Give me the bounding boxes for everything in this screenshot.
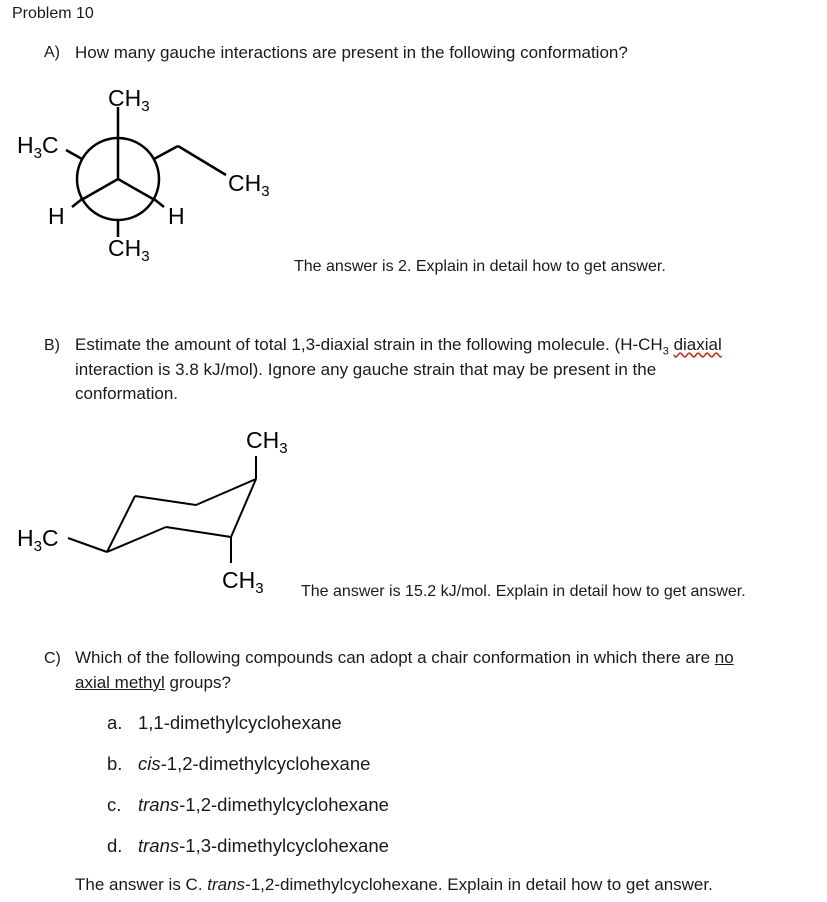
part-c-question-line1: Which of the following compounds can adopt a chair conformation in which there are no (75, 648, 734, 667)
part-a-answer-note: The answer is 2. Explain in detail how to get answer. (294, 258, 666, 275)
chair-equatorial-left (68, 538, 107, 552)
option-b: b. cis-1,2-dimethylcyclohexane (107, 753, 371, 774)
option-letter: d. (107, 835, 123, 856)
newman-h3c-left: $H_3C$ (17, 132, 59, 162)
newman-ch3-right: $CH_3$ (228, 170, 270, 200)
part-c-question-line2: axial methyl groups? (75, 673, 231, 692)
part-c-label: C) (44, 650, 61, 667)
newman-h-right: H (168, 203, 185, 229)
newman-projection (66, 107, 226, 237)
chair-h3c-left: $H_3C$ (17, 525, 59, 555)
chair-bond-2 (135, 496, 196, 505)
newman-bond-front-right (118, 179, 153, 199)
part-b-question-line2: interaction is 3.8 kJ/mol). Ignore any gauche strain that may be present in the (75, 360, 657, 379)
newman-h-left: H (48, 203, 65, 229)
option-a: a. 1,1-dimethylcyclohexane (107, 712, 342, 733)
chair-bond-5 (166, 527, 231, 537)
newman-bond-back-lower-left (72, 199, 82, 207)
option-letter: b. (107, 753, 123, 774)
part-b-question-line1: Estimate the amount of total 1,3-diaxial strain in the following molecule. ($H-CH_3$ diaxial (75, 335, 722, 358)
newman-bond-back-upper-right (154, 146, 178, 159)
chair-bond-1 (107, 496, 135, 552)
part-c-answer-note: The answer is C. trans-1,2-dimethylcyclohexane. Explain in detail how to get answer. (75, 875, 713, 894)
newman-bond-back-upper-left (66, 150, 82, 159)
chair-bond-6 (107, 527, 166, 552)
problem-title: Problem 10 (12, 5, 94, 22)
newman-bond-back-right-ethyl (178, 146, 226, 175)
newman-bond-back-lower-right (154, 199, 164, 207)
option-letter: a. (107, 712, 123, 733)
part-a-question: How many gauche interactions are present in the following conformation? (75, 43, 628, 62)
chair-cyclohexane (68, 456, 256, 563)
newman-ch3-top: $CH_3$ (108, 85, 150, 115)
part-b-question-line3: conformation. (75, 384, 178, 403)
option-c: c. trans-1,2-dimethylcyclohexane (107, 794, 389, 815)
newman-ch3-bottom: $CH_3$ (108, 235, 150, 265)
part-b-answer-note: The answer is 15.2 kJ/mol. Explain in detail how to get answer. (301, 583, 746, 600)
chair-ch3-bottom: $CH_3$ (222, 567, 264, 597)
chair-ch3-top: $CH_3$ (246, 427, 288, 457)
option-letter: c. (107, 794, 122, 815)
option-d: d. trans-1,3-dimethylcyclohexane (107, 835, 389, 856)
part-b-label: B) (44, 337, 60, 354)
part-a-label: A) (44, 44, 60, 61)
newman-bond-front-left (83, 179, 118, 199)
